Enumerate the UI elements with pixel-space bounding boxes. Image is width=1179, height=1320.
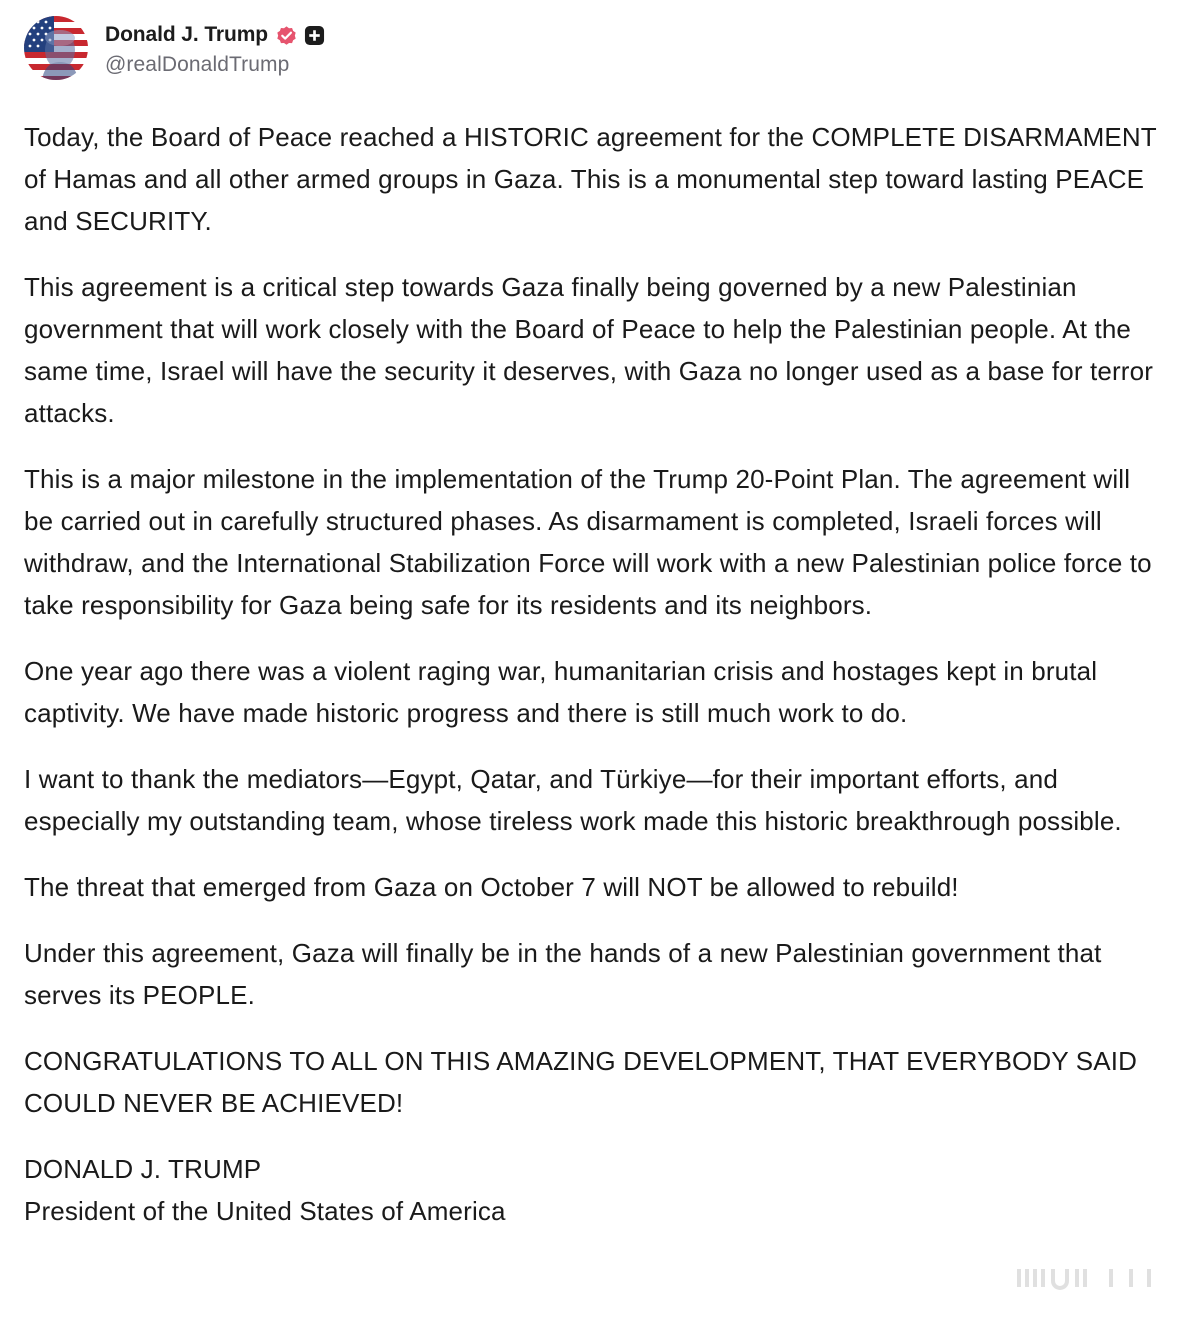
post-paragraph: The threat that emerged from Gaza on October 7 will NOT be allowed to rebuild! xyxy=(24,872,959,902)
author-handle[interactable]: @realDonaldTrump xyxy=(105,53,290,76)
post-paragraph: This is a major milestone in the implementation of the Trump 20-Point Plan. The agreement will be carried out in carefully structured phases. As disarmament is completed, Israeli forces will withdraw, and the International Stabilization Force will work with a new Palestinian police force to take responsibility for Gaza being safe for its residents and its neighbors. xyxy=(24,464,1152,620)
post-paragraph: One year ago there was a violent raging war, humanitarian crisis and hostages kept in brutal captivity. We have made historic progress and there is still much work to do. xyxy=(24,656,1098,728)
plus-badge-icon xyxy=(304,25,325,46)
signature-title: President of the United States of America xyxy=(24,1196,506,1226)
post-paragraph: CONGRATULATIONS TO ALL ON THIS AMAZING DEVELOPMENT, THAT EVERYBODY SAID COULD NEVER BE ACHIEVED! xyxy=(24,1046,1138,1118)
post-paragraph: I want to thank the mediators—Egypt, Qatar, and Türkiye—for their important efforts, and especially my outstanding team, whose tireless work made this historic breakthrough possible. xyxy=(24,764,1122,836)
post-paragraph: Under this agreement, Gaza will finally be in the hands of a new Palestinian government that serves its PEOPLE. xyxy=(24,938,1102,1010)
signature xyxy=(24,1148,1164,1232)
verified-badge-icon xyxy=(275,24,298,47)
post-paragraph: Today, the Board of Peace reached a HISTORIC agreement for the COMPLETE DISARMAMENT of Hamas and all other armed groups in Gaza. This is a monumental step toward lasting PEACE and SECURITY. xyxy=(24,122,1157,236)
author-block xyxy=(105,19,325,77)
avatar[interactable] xyxy=(24,16,88,80)
name-row xyxy=(105,19,325,51)
post-header xyxy=(24,16,325,80)
post-paragraph: This agreement is a critical step towards Gaza finally being governed by a new Palestinian government that will work closely with the Board of Peace to help the Palestinian people. At the same time, Israel will have the security it deserves, with Gaza no longer used as a base for terror attacks. xyxy=(24,272,1154,428)
post-body xyxy=(24,116,1164,1232)
display-name[interactable]: Donald J. Trump xyxy=(105,23,269,46)
signature-name: DONALD J. TRUMP xyxy=(24,1154,262,1184)
platform-watermark-icon xyxy=(1017,1266,1155,1290)
flag-portrait-avatar-icon xyxy=(24,16,88,80)
